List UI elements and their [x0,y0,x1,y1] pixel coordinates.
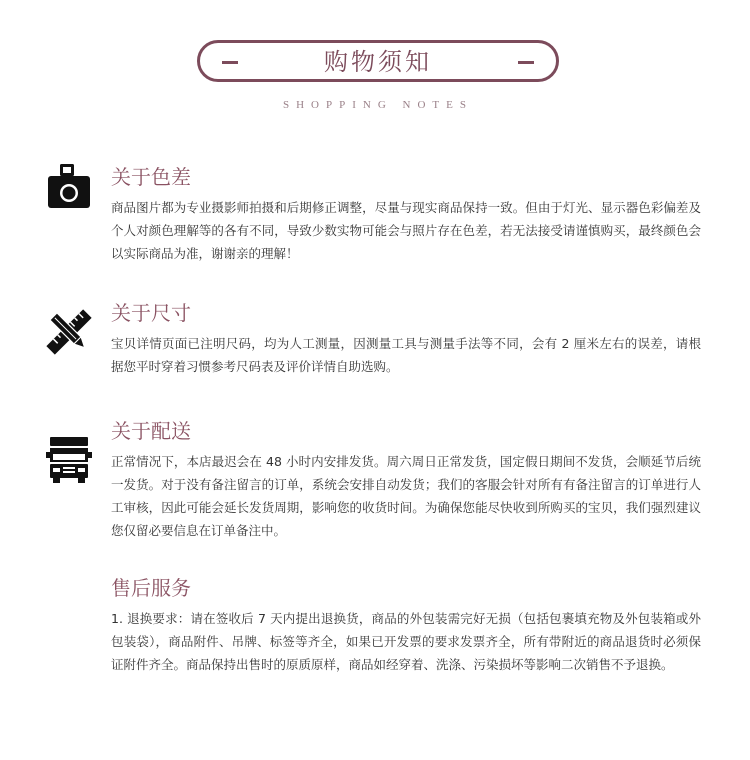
page-title: 购物须知 [324,48,432,76]
header-pill [197,40,559,82]
ruler-pencil-icon [45,308,93,356]
page-subtitle: SHOPPING NOTES [283,99,473,111]
section-title: 售后服务 [111,576,191,600]
right-dash-decoration [518,61,534,64]
section-body: 正常情况下，本店最迟会在 48 小时内安排发货。周六周日正常发货，国定假日期间不发货，会顺延节后统一发货。对于没有备注留言的订单，系统会安排自动发货；我们的客服会针对所有有备注留言的订单进行人工审核，因此可能会延长发货周期，影响您的收货时间。为确保您能尽快收到所购买的宝贝，我们强烈建议您仅留必要信息在订单备注中。 [111,454,701,538]
section-body: 1. 退换要求：请在签收后 7 天内提出退换货，商品的外包装需完好无损（包括包裹填充物及外包装箱或外包装袋），商品附件、吊牌、标签等齐全，如果已开发票的要求发票齐全，所有带附近的商品退货时必须保证附件齐全。商品保持出售时的原质原样，商品如经穿着、洗涤、污染损坏等影响二次销售不予退换。 [111,611,701,672]
section-color-difference [111,164,701,265]
section-body: 商品图片都为专业摄影师拍摄和后期修正调整，尽量与现实商品保持一致。但由于灯光、显示器色彩偏差及个人对颜色理解等的各有不同，导致少数实物可能会与照片存在色差，若无法接受请谨慎购买，最终颜色会以实际商品为准，谢谢亲的理解！ [111,200,701,261]
section-title: 关于色差 [111,165,191,189]
section-size [111,300,701,378]
truck-icon [45,436,93,484]
section-title: 关于配送 [111,419,191,443]
section-title: 关于尺寸 [111,301,191,325]
camera-icon [45,162,93,210]
section-body: 宝贝详情页面已注明尺码，均为人工测量，因测量工具与测量手法等不同，会有 2 厘米左右的误差，请根据您平时穿着习惯参考尺码表及评价详情自助选购。 [111,336,701,374]
section-delivery [111,418,701,542]
section-after-sales [111,575,701,676]
